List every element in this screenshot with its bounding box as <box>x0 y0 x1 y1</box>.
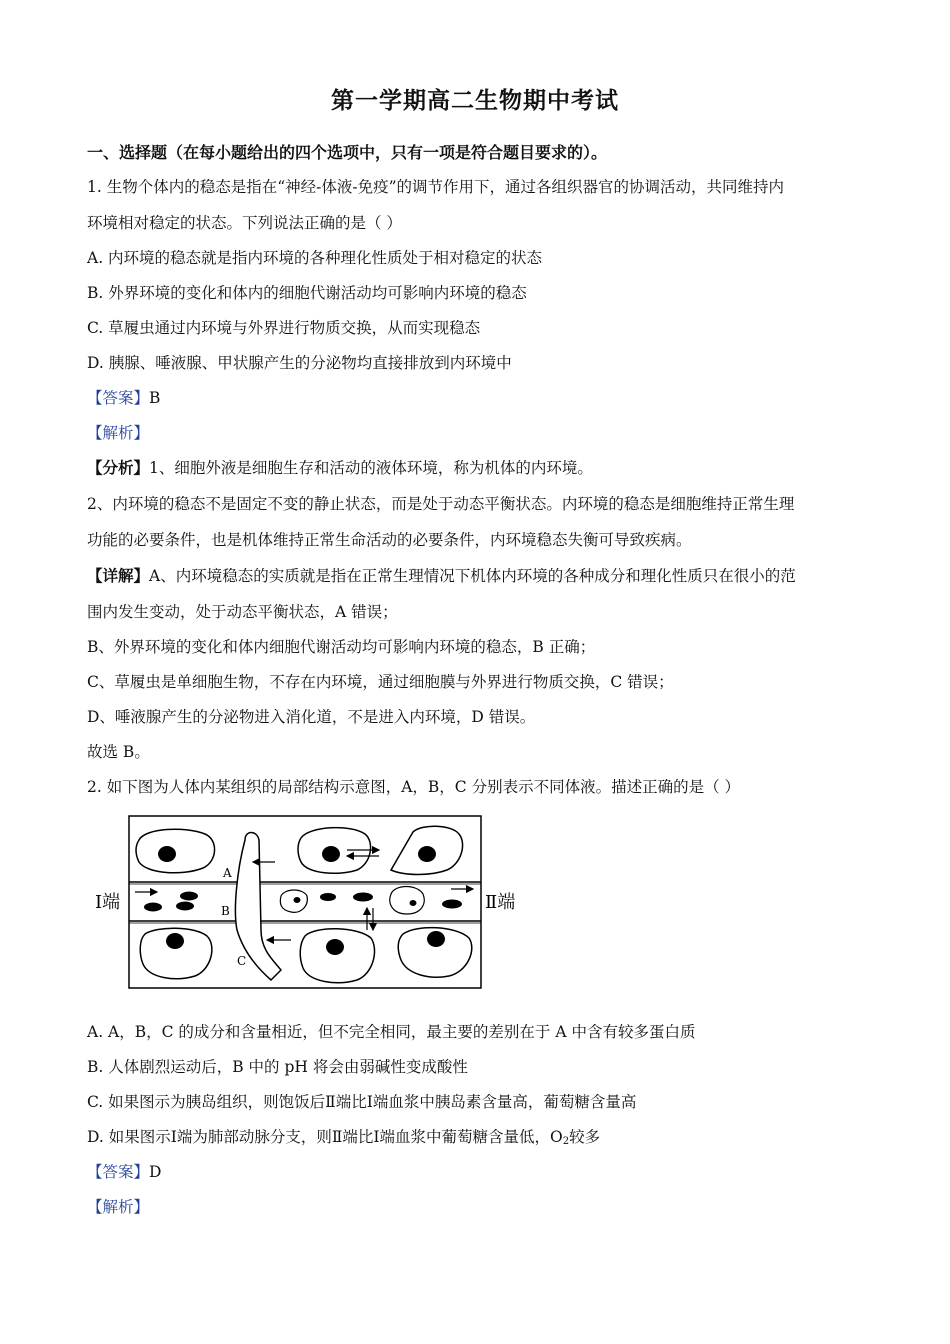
cell-nucleus <box>326 939 344 955</box>
detail-text-a1: A、内环境稳态的实质就是指在正常生理情况下机体内环境的各种成分和理化性质只在很小的范 <box>149 567 796 585</box>
q2-option-d-tail: 较多 <box>569 1128 601 1146</box>
fenxi-tag: 【分析】 <box>87 458 150 477</box>
blood-cell-outline <box>390 887 424 915</box>
q2-option-a: A. A，B，C 的成分和含量相近，但不完全相同，最主要的差别在于 A 中含有较多蛋白质 <box>87 1023 696 1041</box>
blood-cell <box>144 903 162 912</box>
analysis-tag: 【解析】 <box>87 1198 150 1216</box>
cell-nucleus <box>158 846 176 862</box>
analysis-tag: 【解析】 <box>87 424 150 442</box>
q1-detail-c: C、草履虫是单细胞生物，不存在内环境，通过细胞膜与外界进行物质交换，C 错误； <box>87 673 674 691</box>
q1-detail-b: B、外界环境的变化和体内细胞代谢活动均可影响内环境的稳态，B 正确； <box>87 638 596 656</box>
tissue-cell <box>300 929 374 983</box>
blood-cell <box>320 893 336 901</box>
q1-fenxi-2b: 功能的必要条件，也是机体维持正常生命活动的必要条件，内环境稳态失衡可导致疾病。 <box>87 531 692 549</box>
blood-cell <box>442 900 462 909</box>
label-b: B <box>221 904 230 918</box>
label-c: C <box>237 954 247 968</box>
q2-option-c: C. 如果图示为胰岛组织，则饱饭后Ⅱ端比Ⅰ端血浆中胰岛素含量高，葡萄糖含量高 <box>87 1093 637 1111</box>
answer-value: B <box>149 389 161 407</box>
q2-option-d-main: D. 如果图示Ⅰ端为肺部动脉分支，则Ⅱ端比Ⅰ端血浆中葡萄糖含量低，O <box>87 1128 563 1146</box>
q1-option-d: D. 胰腺、唾液腺、甲状腺产生的分泌物均直接排放到内环境中 <box>87 354 512 372</box>
section-heading: 一、选择题（在每小题给出的四个选项中，只有一项是符合题目要求的）。 <box>87 143 608 162</box>
q1-answer <box>87 387 867 409</box>
q1-option-a: A. 内环境的稳态就是指内环境的各种理化性质处于相对稳定的状态 <box>87 249 543 267</box>
q2-option-d-subscript: 2 <box>562 1136 570 1147</box>
fenxi-text-1: 1、细胞外液是细胞生存和活动的液体环境，称为机体的内环境。 <box>149 459 593 477</box>
q1-detail-a2: 围内发生变动，处于动态平衡状态，A 错误； <box>87 603 398 621</box>
detail-tag: 【详解】 <box>87 566 150 585</box>
q1-detail-a1 <box>87 565 867 587</box>
q1-option-b: B. 外界环境的变化和体内的细胞代谢活动均可影响内环境的稳态 <box>87 284 527 302</box>
q2-option-d <box>87 1126 867 1153</box>
blood-cell <box>410 900 417 906</box>
q1-fenxi-1 <box>87 457 867 479</box>
blood-cell <box>176 902 194 911</box>
cell-nucleus <box>322 846 340 862</box>
q2-option-b: B. 人体剧烈运动后，B 中的 pH 将会由弱碱性变成酸性 <box>87 1058 468 1076</box>
q2-analysis <box>87 1196 867 1218</box>
cell-nucleus <box>166 933 184 949</box>
blood-cell <box>180 892 198 901</box>
blood-cell <box>294 897 301 903</box>
tissue-diagram <box>95 810 535 995</box>
q1-analysis <box>87 422 867 444</box>
q1-conclusion: 故选 B。 <box>87 743 150 761</box>
blood-cell <box>353 893 373 902</box>
page-title: 第一学期高二生物期中考试 <box>331 88 619 114</box>
q2-answer <box>87 1161 867 1183</box>
cell-nucleus <box>427 931 445 947</box>
answer-value: D <box>149 1163 162 1181</box>
answer-tag: 【答案】 <box>87 389 150 407</box>
label-end-2: Ⅱ端 <box>485 892 516 913</box>
q1-stem-line1: 1. 生物个体内的稳态是指在“神经-体液-免疫”的调节作用下，通过各组织器官的协调活动，共同维持内 <box>87 178 785 196</box>
label-a: A <box>223 866 232 880</box>
q1-stem-line2: 环境相对稳定的状态。下列说法正确的是（ ） <box>87 214 402 232</box>
q1-option-c: C. 草履虫通过内环境与外界进行物质交换，从而实现稳态 <box>87 319 481 337</box>
q1-fenxi-2a: 2、内环境的稳态不是固定不变的静止状态，而是处于动态平衡状态。内环境的稳态是细胞维持正常生理 <box>87 495 795 513</box>
answer-tag: 【答案】 <box>87 1163 150 1181</box>
q1-detail-d: D、唾液腺产生的分泌物进入消化道，不是进入内环境，D 错误。 <box>87 708 536 726</box>
q2-stem: 2. 如下图为人体内某组织的局部结构示意图，A，B，C 分别表示不同体液。描述正确的是（ ） <box>87 778 741 796</box>
cell-nucleus <box>418 846 436 862</box>
label-end-1: Ⅰ端 <box>95 892 121 913</box>
